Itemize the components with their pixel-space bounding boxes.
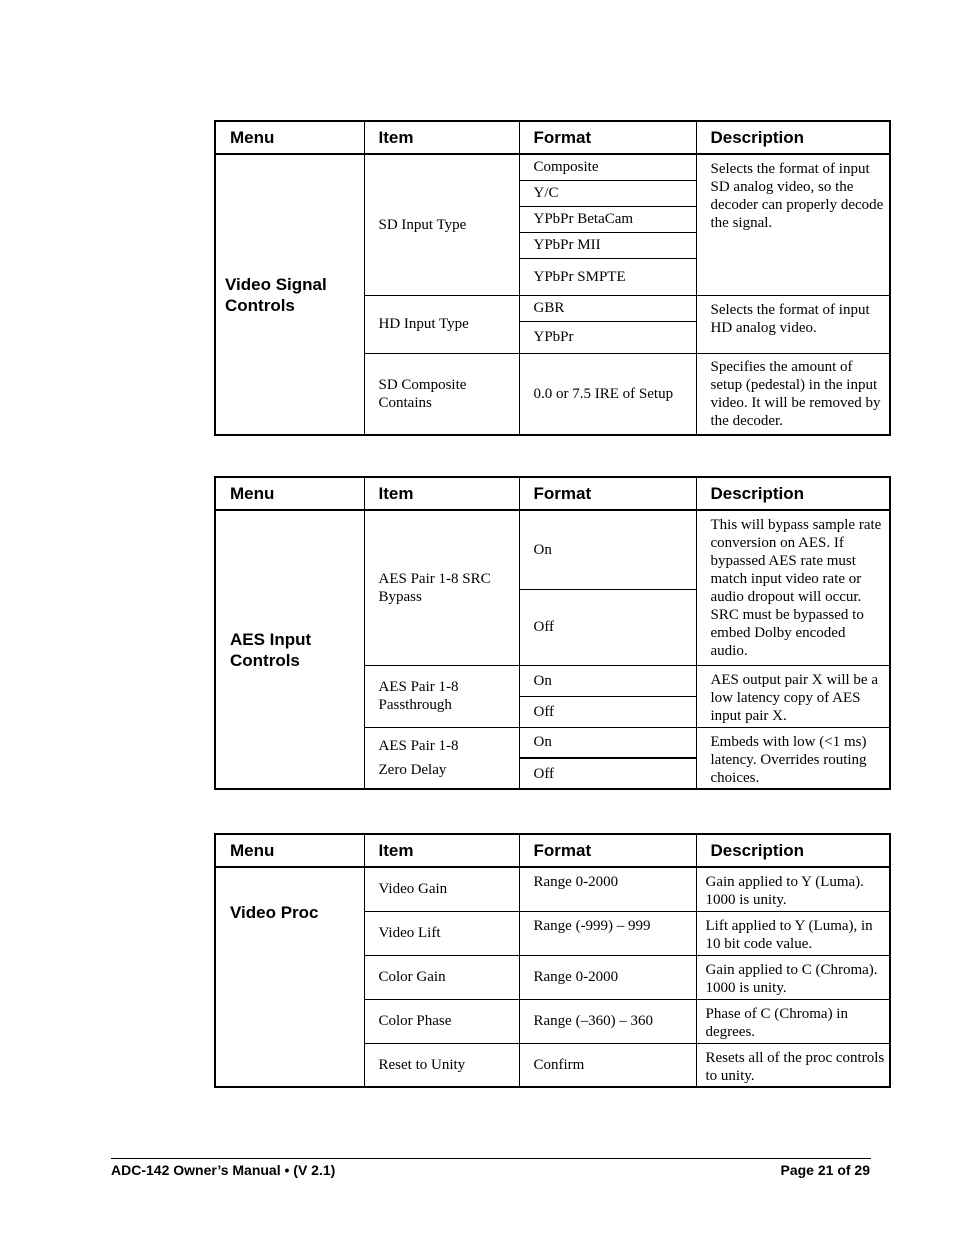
- footer-page-number: Page 21 of 29: [780, 1162, 870, 1178]
- format-cell: Range 0-2000: [519, 867, 696, 911]
- table-header-row: [215, 477, 890, 510]
- video-signal-controls-table: [214, 120, 891, 436]
- table-header-row: [215, 121, 890, 154]
- description-cell: Specifies the amount of setup (pedestal) in the input video. It will be removed by the decoder.: [696, 353, 890, 435]
- description-cell: Embeds with low (<1 ms) latency. Overrides routing choices.: [696, 727, 890, 789]
- description-cell: AES output pair X will be a low latency copy of AES input pair X.: [696, 665, 890, 727]
- format-cell: Off: [519, 696, 696, 727]
- item-cell: HD Input Type: [364, 295, 519, 353]
- header-item: Item: [364, 477, 519, 510]
- item-cell: SD Input Type: [364, 154, 519, 295]
- footer-divider: [111, 1158, 871, 1159]
- header-format: Format: [519, 834, 696, 867]
- format-cell: YPbPr MII: [519, 232, 696, 258]
- header-item: Item: [364, 121, 519, 154]
- format-cell: Range (–360) – 360: [519, 999, 696, 1043]
- table-row: [215, 510, 890, 589]
- aes-input-controls-table: [214, 476, 891, 790]
- format-cell: Range 0-2000: [519, 955, 696, 999]
- format-cell: Confirm: [519, 1043, 696, 1087]
- header-format: Format: [519, 121, 696, 154]
- format-cell: Range (-999) – 999: [519, 911, 696, 955]
- format-cell: On: [519, 665, 696, 696]
- table-row: [215, 867, 890, 911]
- header-description: Description: [696, 477, 890, 510]
- format-cell: Y/C: [519, 180, 696, 206]
- description-cell: Gain applied to Y (Luma). 1000 is unity.: [696, 867, 890, 911]
- format-cell: GBR: [519, 295, 696, 321]
- footer-manual-title: ADC-142 Owner’s Manual • (V 2.1): [111, 1162, 336, 1178]
- item-cell: AES Pair 1-8 Zero Delay: [364, 727, 519, 789]
- description-cell: Selects the format of input SD analog video, so the decoder can properly decode the signal.: [696, 154, 890, 295]
- description-cell: Phase of C (Chroma) in degrees.: [696, 999, 890, 1043]
- table-header-row: [215, 834, 890, 867]
- format-cell: YPbPr SMPTE: [519, 258, 696, 295]
- header-menu: Menu: [215, 121, 364, 154]
- header-menu: Menu: [215, 477, 364, 510]
- format-cell: On: [519, 727, 696, 758]
- item-cell: AES Pair 1-8 SRC Bypass: [364, 510, 519, 665]
- table-row: [215, 154, 890, 180]
- description-cell: Selects the format of input HD analog video.: [696, 295, 890, 353]
- header-item: Item: [364, 834, 519, 867]
- format-cell: Composite: [519, 154, 696, 180]
- format-cell: YPbPr: [519, 321, 696, 353]
- description-cell: Lift applied to Y (Luma), in 10 bit code value.: [696, 911, 890, 955]
- item-cell: Video Gain: [364, 867, 519, 911]
- format-cell: On: [519, 510, 696, 589]
- menu-cell: Video Proc: [215, 867, 364, 1087]
- description-cell: This will bypass sample rate conversion on AES. If bypassed AES rate must match input video rate or audio dropout will occur. SRC must be bypassed to embed Dolby encoded audio.: [696, 510, 890, 665]
- format-cell: 0.0 or 7.5 IRE of Setup: [519, 353, 696, 435]
- menu-cell: Video Signal Controls: [215, 154, 364, 435]
- description-cell: Gain applied to C (Chroma). 1000 is unity.: [696, 955, 890, 999]
- menu-cell: AES Input Controls: [215, 510, 364, 789]
- item-cell: Color Gain: [364, 955, 519, 999]
- format-cell: Off: [519, 589, 696, 665]
- item-cell: Reset to Unity: [364, 1043, 519, 1087]
- description-cell: Resets all of the proc controls to unity.: [696, 1043, 890, 1087]
- format-cell: YPbPr BetaCam: [519, 206, 696, 232]
- item-cell: SD Composite Contains: [364, 353, 519, 435]
- item-cell: Video Lift: [364, 911, 519, 955]
- header-format: Format: [519, 477, 696, 510]
- format-cell: Off: [519, 758, 696, 789]
- header-description: Description: [696, 121, 890, 154]
- video-proc-table: [214, 833, 891, 1088]
- item-cell: AES Pair 1-8 Passthrough: [364, 665, 519, 727]
- item-cell: Color Phase: [364, 999, 519, 1043]
- header-description: Description: [696, 834, 890, 867]
- header-menu: Menu: [215, 834, 364, 867]
